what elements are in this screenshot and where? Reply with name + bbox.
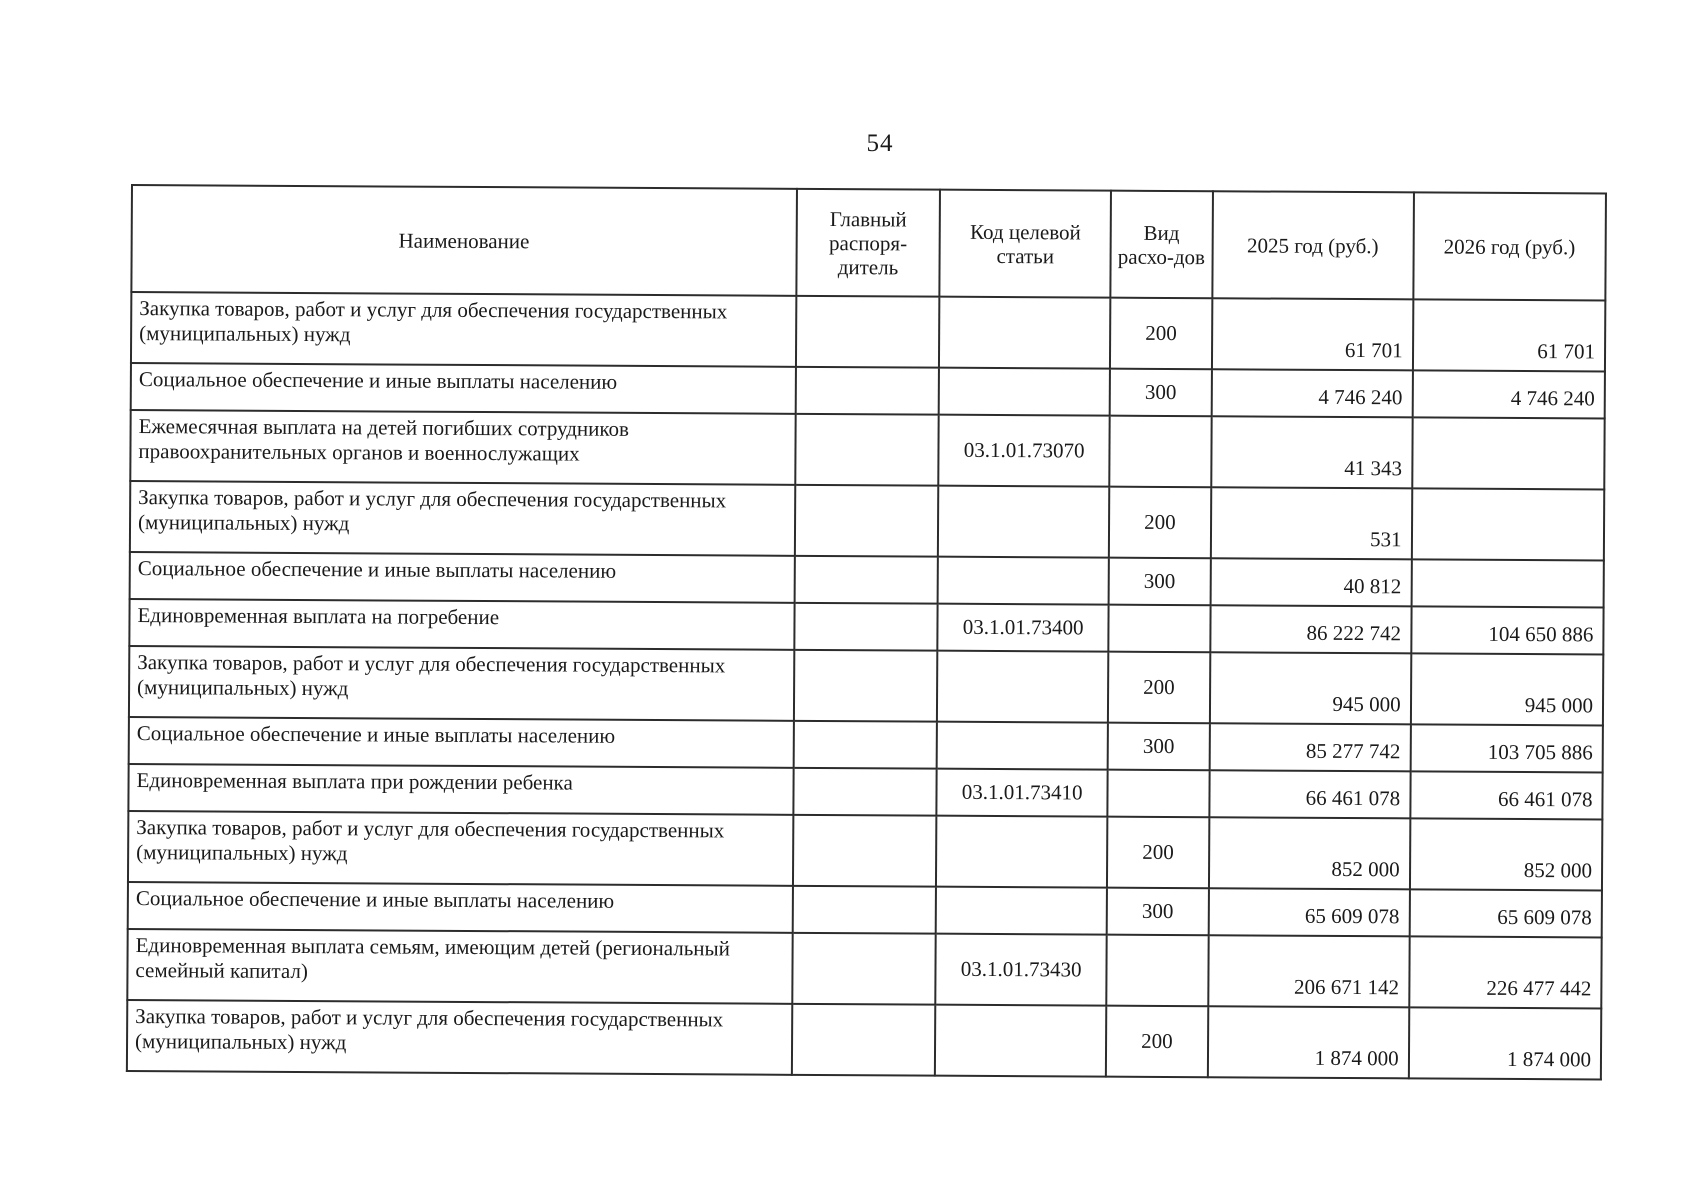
row-manager [792, 933, 936, 1005]
row-amount-2026: 945 000 [1411, 653, 1604, 725]
row-type [1109, 416, 1211, 488]
header-manager: Главный распоря-дитель [796, 189, 940, 297]
row-type: 200 [1109, 487, 1211, 559]
row-name: Единовременная выплата при рождении ребенка [128, 764, 793, 815]
table-row [130, 552, 1604, 607]
budget-table-container [126, 184, 1607, 1080]
row-amount-2025: 4 746 240 [1211, 369, 1412, 417]
row-name: Единовременная выплата на погребение [129, 599, 794, 650]
row-name: Закупка товаров, работ и услуг для обеспечения государственных (муниципальных) нужд [131, 292, 796, 367]
table-row [128, 882, 1602, 937]
row-code [936, 816, 1107, 888]
row-amount-2026: 61 701 [1413, 299, 1606, 371]
row-code [939, 368, 1110, 416]
row-type [1108, 605, 1210, 653]
table-row [129, 646, 1603, 725]
table-row [130, 410, 1604, 489]
header-row [131, 185, 1606, 300]
table-row [127, 929, 1601, 1008]
row-name: Социальное обеспечение и иные выплаты населению [128, 882, 793, 933]
row-type: 300 [1107, 888, 1209, 936]
table-body [127, 292, 1605, 1079]
row-manager [793, 768, 937, 816]
row-type: 300 [1108, 723, 1210, 771]
row-amount-2025: 85 277 742 [1209, 723, 1410, 771]
row-amount-2026 [1411, 559, 1604, 607]
row-type: 200 [1110, 298, 1212, 370]
table-row [131, 363, 1605, 418]
row-code: 03.1.01.73430 [936, 934, 1107, 1006]
row-amount-2026 [1412, 417, 1605, 489]
table-row [131, 292, 1605, 371]
row-manager [792, 886, 936, 934]
row-code: 03.1.01.73070 [939, 415, 1110, 487]
row-code [935, 1005, 1106, 1077]
row-name: Закупка товаров, работ и услуг для обеспечения государственных (муниципальных) нужд [129, 646, 794, 721]
row-manager [794, 603, 938, 651]
row-amount-2025: 531 [1210, 487, 1411, 559]
table-row [128, 811, 1602, 890]
row-amount-2026 [1411, 488, 1604, 560]
page-number: 54 [866, 130, 894, 157]
row-amount-2026: 104 650 886 [1411, 606, 1604, 654]
row-manager [794, 650, 938, 722]
row-amount-2025: 61 701 [1212, 298, 1413, 370]
row-type: 300 [1110, 369, 1212, 417]
row-manager [795, 367, 939, 415]
row-code [939, 297, 1110, 369]
row-code: 03.1.01.73410 [937, 769, 1108, 817]
table-row [129, 599, 1603, 654]
table-row [127, 1000, 1601, 1079]
row-code [938, 486, 1109, 558]
row-code [937, 651, 1108, 723]
header-2025: 2025 год (руб.) [1212, 191, 1414, 299]
row-amount-2026: 103 705 886 [1410, 724, 1603, 772]
row-amount-2025: 852 000 [1209, 817, 1410, 889]
row-amount-2025: 86 222 742 [1210, 605, 1411, 653]
row-amount-2026: 1 874 000 [1408, 1007, 1601, 1079]
row-type: 200 [1106, 1006, 1208, 1078]
row-type [1107, 770, 1209, 818]
row-code [936, 887, 1107, 935]
row-amount-2025: 41 343 [1211, 416, 1412, 488]
row-name: Социальное обеспечение и иные выплаты населению [130, 552, 795, 603]
row-manager [793, 815, 937, 887]
row-amount-2026: 226 477 442 [1409, 936, 1602, 1008]
row-amount-2026: 4 746 240 [1412, 370, 1605, 418]
table-row [128, 764, 1602, 819]
row-amount-2025: 40 812 [1210, 558, 1411, 606]
row-code [937, 722, 1108, 770]
row-name: Социальное обеспечение и иные выплаты населению [129, 717, 794, 768]
row-manager [791, 1004, 935, 1076]
row-type: 200 [1108, 652, 1210, 724]
row-manager [796, 296, 940, 368]
row-amount-2025: 66 461 078 [1209, 770, 1410, 818]
header-code: Код целевой статьи [940, 190, 1111, 298]
row-amount-2026: 66 461 078 [1410, 771, 1603, 819]
budget-table [126, 184, 1607, 1080]
header-name: Наименование [131, 185, 796, 296]
header-2026: 2026 год (руб.) [1413, 192, 1606, 300]
row-amount-2025: 945 000 [1210, 652, 1411, 724]
row-amount-2026: 852 000 [1410, 818, 1603, 890]
header-type: Вид расхо-дов [1110, 191, 1212, 299]
row-amount-2025: 206 671 142 [1208, 935, 1409, 1007]
row-name: Единовременная выплата семьям, имеющим детей (региональный семейный капитал) [127, 929, 792, 1004]
row-amount-2025: 1 874 000 [1207, 1006, 1408, 1078]
row-manager [795, 414, 939, 486]
row-manager [794, 485, 938, 557]
row-manager [793, 721, 937, 769]
row-amount-2026: 65 609 078 [1409, 889, 1602, 937]
row-name: Закупка товаров, работ и услуг для обеспечения государственных (муниципальных) нужд [127, 1000, 792, 1075]
row-amount-2025: 65 609 078 [1208, 888, 1409, 936]
row-type: 300 [1109, 558, 1211, 606]
row-type: 200 [1107, 817, 1209, 889]
row-code [938, 557, 1109, 605]
row-name: Ежемесячная выплата на детей погибших сотрудников правоохранительных органов и военнослужащих [130, 410, 795, 485]
table-header [131, 185, 1606, 300]
row-manager [794, 556, 938, 604]
row-name: Социальное обеспечение и иные выплаты населению [131, 363, 796, 414]
row-code: 03.1.01.73400 [938, 604, 1109, 652]
row-name: Закупка товаров, работ и услуг для обеспечения государственных (муниципальных) нужд [130, 481, 795, 556]
table-row [130, 481, 1604, 560]
row-name: Закупка товаров, работ и услуг для обеспечения государственных (муниципальных) нужд [128, 811, 793, 886]
row-type [1106, 935, 1208, 1007]
table-row [129, 717, 1603, 772]
